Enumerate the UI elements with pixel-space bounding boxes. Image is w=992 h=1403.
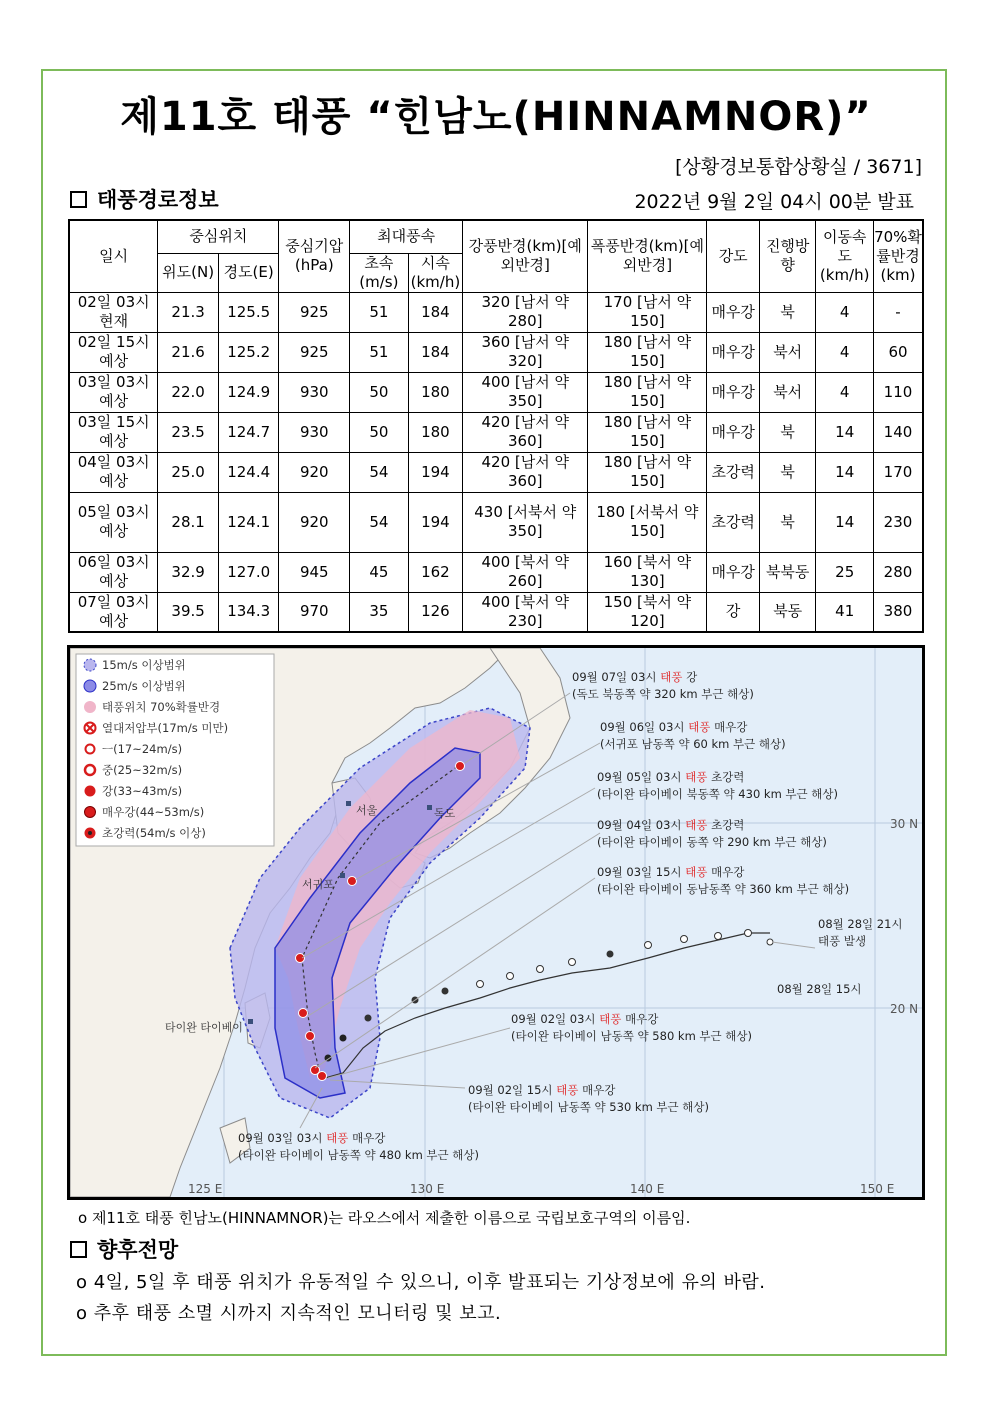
cell-lat: 32.9 xyxy=(158,552,219,592)
cell-time: 02일 15시 예상 xyxy=(69,332,158,372)
table-row xyxy=(69,492,923,552)
cell-ms: 45 xyxy=(350,552,409,592)
cell-speed: 4 xyxy=(816,372,874,412)
cell-lon: 124.1 xyxy=(218,492,279,552)
cell-pres: 925 xyxy=(279,332,350,372)
cell-dir: 북동 xyxy=(759,592,816,632)
annotation-2-sub: (타이완 타이베이 북동쪽 약 430 km 부근 해상) xyxy=(597,787,839,801)
label-seoul: 서울 xyxy=(356,804,378,817)
annotation-7-sub: (타이완 타이베이 남동쪽 약 480 km 부근 해상) xyxy=(238,1148,480,1162)
cell-storm: 180 [남서 약 150] xyxy=(588,372,707,412)
cell-intensity: 매우강 xyxy=(707,292,759,332)
page-title: 제11호 태풍 “힌남노(HINNAMNOR)” xyxy=(120,94,872,140)
cell-prob: 230 xyxy=(873,492,923,552)
cell-storm: 180 [남서 약 150] xyxy=(588,332,707,372)
header-kmh: 시속(km/h) xyxy=(408,253,463,292)
header-lat: 위도(N) xyxy=(158,253,219,292)
cell-kmh: 184 xyxy=(408,332,463,372)
cell-kmh: 126 xyxy=(408,592,463,632)
cell-dir: 북서 xyxy=(759,332,816,372)
cell-storm: 180 [남서 약 150] xyxy=(588,452,707,492)
cell-intensity: 초강력 xyxy=(707,452,759,492)
cell-lat: 39.5 xyxy=(158,592,219,632)
cell-lon: 124.7 xyxy=(218,412,279,452)
checkbox-icon xyxy=(70,1241,87,1258)
issued-time: 2022년 9월 2일 04시 00분 발표 xyxy=(634,191,914,213)
table-row xyxy=(69,552,923,592)
cell-time: 02일 03시 현재 xyxy=(69,292,158,332)
annotation-5-sub: (타이완 타이베이 남동쪽 약 580 km 부근 해상) xyxy=(511,1029,753,1043)
cell-strong: 360 [남서 약 320] xyxy=(463,332,588,372)
outlook-bullet-2: o 추후 태풍 소멸 시까지 지속적인 모니터링 및 보고. xyxy=(76,1303,502,1324)
cell-lat: 22.0 xyxy=(158,372,219,412)
genesis-label: 태풍 발생 xyxy=(818,934,867,948)
cell-speed: 14 xyxy=(816,492,874,552)
cell-storm: 180 [남서 약 150] xyxy=(588,412,707,452)
cell-intensity: 매우강 xyxy=(707,372,759,412)
cell-storm: 160 [북서 약 130] xyxy=(588,552,707,592)
legend-item-7: 매우강(44~53m/s) xyxy=(102,805,205,819)
cell-storm: 180 [서북서 약 150] xyxy=(588,492,707,552)
lon-label-130: 130 E xyxy=(410,1182,445,1196)
label-dokdo: 독도 xyxy=(434,807,456,820)
lon-label-140: 140 E xyxy=(630,1182,665,1196)
cell-ms: 51 xyxy=(350,332,409,372)
header-strong-radius: 강풍반경(km)[예외반경] xyxy=(463,220,588,292)
cell-dir: 북 xyxy=(759,492,816,552)
lon-label-125: 125 E xyxy=(188,1182,223,1196)
cell-ms: 50 xyxy=(350,372,409,412)
track-table xyxy=(68,219,924,633)
header-intensity: 강도 xyxy=(707,220,759,292)
cell-ms: 51 xyxy=(350,292,409,332)
header-storm-radius: 폭풍반경(km)[예외반경] xyxy=(588,220,707,292)
cell-intensity: 매우강 xyxy=(707,552,759,592)
cell-prob: - xyxy=(873,292,923,332)
cell-lon: 134.3 xyxy=(218,592,279,632)
legend-item-0: 15m/s 이상범위 xyxy=(102,658,186,672)
cell-pres: 945 xyxy=(279,552,350,592)
annotation-6-sub: (타이완 타이베이 남동쪽 약 530 km 부근 해상) xyxy=(468,1100,710,1114)
cell-strong: 430 [서북서 약 350] xyxy=(463,492,588,552)
header-lon: 경도(E) xyxy=(218,253,279,292)
section-outlook xyxy=(70,1234,178,1264)
cell-speed: 4 xyxy=(816,292,874,332)
cell-time: 04일 03시 예상 xyxy=(69,452,158,492)
cell-intensity: 매우강 xyxy=(707,412,759,452)
label-taipei: 타이완 타이베이 xyxy=(165,1021,243,1034)
legend-wind25-icon xyxy=(84,680,96,692)
cell-pres: 920 xyxy=(279,492,350,552)
lat-label-30: 30 N xyxy=(890,817,919,831)
cell-lat: 21.3 xyxy=(158,292,219,332)
annotation-7: 09월 03일 03시 태풍 매우강 xyxy=(238,1131,386,1145)
annotation-4: 09월 03일 15시 태풍 매우강 xyxy=(597,865,745,879)
cell-storm: 150 [북서 약 120] xyxy=(588,592,707,632)
cell-kmh: 180 xyxy=(408,372,463,412)
cell-intensity: 매우강 xyxy=(707,332,759,372)
cell-lon: 125.5 xyxy=(218,292,279,332)
cell-speed: 14 xyxy=(816,412,874,452)
cell-speed: 4 xyxy=(816,332,874,372)
cell-intensity: 강 xyxy=(707,592,759,632)
legend-item-6: 강(33~43m/s) xyxy=(102,784,183,798)
cell-strong: 400 [북서 약 230] xyxy=(463,592,588,632)
cell-strong: 320 [남서 약 280] xyxy=(463,292,588,332)
table-row xyxy=(69,452,923,492)
genesis-time: 08월 28일 21시 xyxy=(818,917,903,931)
annotation-1: 09월 06일 03시 태풍 매우강 xyxy=(600,720,748,734)
cell-time: 07일 03시 예상 xyxy=(69,592,158,632)
cell-prob: 170 xyxy=(873,452,923,492)
cell-prob: 140 xyxy=(873,412,923,452)
annotation-6: 09월 02일 15시 태풍 매우강 xyxy=(468,1083,616,1097)
cell-prob: 380 xyxy=(873,592,923,632)
header-direction: 진행방향 xyxy=(759,220,816,292)
legend-item-2: 태풍위치 70%확률반경 xyxy=(102,700,221,714)
header-wind: 최대풍속 xyxy=(350,220,463,253)
legend-very-strong-icon xyxy=(85,807,96,818)
cell-strong: 400 [남서 약 350] xyxy=(463,372,588,412)
cell-kmh: 180 xyxy=(408,412,463,452)
cell-pres: 970 xyxy=(279,592,350,632)
cell-lon: 125.2 xyxy=(218,332,279,372)
label-seogwipo: 서귀포 xyxy=(302,878,334,891)
cell-strong: 420 [남서 약 360] xyxy=(463,452,588,492)
map-legend xyxy=(76,654,274,846)
cell-intensity: 초강력 xyxy=(707,492,759,552)
cell-kmh: 184 xyxy=(408,292,463,332)
cell-strong: 420 [남서 약 360] xyxy=(463,412,588,452)
section-title: 태풍경로정보 xyxy=(97,188,219,212)
cell-pres: 925 xyxy=(279,292,350,332)
cell-lon: 127.0 xyxy=(218,552,279,592)
cell-lon: 124.4 xyxy=(218,452,279,492)
annotation-0-sub: (독도 북동쪽 약 320 km 부근 해상) xyxy=(572,687,754,701)
header-center: 중심위치 xyxy=(158,220,279,253)
cell-lat: 23.5 xyxy=(158,412,219,452)
cell-time: 03일 15시 예상 xyxy=(69,412,158,452)
table-row xyxy=(69,292,923,332)
annotation-3-sub: (타이완 타이베이 동쪽 약 290 km 부근 해상) xyxy=(597,835,827,849)
cell-dir: 북 xyxy=(759,412,816,452)
cell-lon: 124.9 xyxy=(218,372,279,412)
cell-lat: 25.0 xyxy=(158,452,219,492)
table-row xyxy=(69,592,923,632)
origin-time: 08월 28일 15시 xyxy=(777,982,862,996)
annotation-2: 09월 05일 03시 태풍 초강력 xyxy=(597,770,745,784)
legend-item-5: 중(25~32m/s) xyxy=(102,763,183,777)
cell-kmh: 194 xyxy=(408,452,463,492)
cell-pres: 930 xyxy=(279,412,350,452)
table-row xyxy=(69,412,923,452)
cell-pres: 930 xyxy=(279,372,350,412)
cell-prob: 280 xyxy=(873,552,923,592)
legend-prob70-icon xyxy=(84,701,96,713)
cell-speed: 41 xyxy=(816,592,874,632)
outlook-bullet-1: o 4일, 5일 후 태풍 위치가 유동적일 수 있으니, 이후 발표되는 기상정보에 유의 바람. xyxy=(76,1272,766,1293)
legend-item-1: 25m/s 이상범위 xyxy=(102,679,186,693)
cell-ms: 50 xyxy=(350,412,409,452)
legend-wind15-icon xyxy=(84,659,96,671)
name-note: o 제11호 태풍 힌남노(HINNAMNOR)는 라오스에서 제출한 이름으로 국립보호구역의 이름임. xyxy=(78,1209,691,1227)
cell-strong: 400 [북서 약 260] xyxy=(463,552,588,592)
cell-pres: 920 xyxy=(279,452,350,492)
header-pressure: 중심기압(hPa) xyxy=(279,220,350,292)
annotation-3: 09월 04일 03시 태풍 초강력 xyxy=(597,818,745,832)
header-ms: 초속(m/s) xyxy=(350,253,409,292)
cell-ms: 54 xyxy=(350,452,409,492)
annotation-0: 09월 07일 03시 태풍 강 xyxy=(572,670,698,684)
cell-time: 03일 03시 예상 xyxy=(69,372,158,412)
legend-medium-icon xyxy=(85,765,95,775)
cell-lat: 28.1 xyxy=(158,492,219,552)
legend-td-icon xyxy=(85,723,96,734)
section-track-info xyxy=(70,184,219,214)
legend-strong-icon xyxy=(85,786,96,797)
cell-prob: 60 xyxy=(873,332,923,372)
lat-label-20: 20 N xyxy=(890,1002,919,1016)
cell-kmh: 194 xyxy=(408,492,463,552)
header-time: 일시 xyxy=(69,220,158,292)
cell-prob: 110 xyxy=(873,372,923,412)
legend-item-3: 열대저압부(17m/s 미만) xyxy=(102,721,229,735)
lon-label-150: 150 E xyxy=(860,1182,895,1196)
legend-item-4: ㅡ(17~24m/s) xyxy=(102,742,183,756)
cell-kmh: 162 xyxy=(408,552,463,592)
annotation-1-sub: (서귀포 남동쪽 약 60 km 부근 해상) xyxy=(600,737,786,751)
checkbox-icon xyxy=(70,191,87,208)
typhoon-track-map xyxy=(67,645,925,1200)
cell-dir: 북서 xyxy=(759,372,816,412)
cell-dir: 북 xyxy=(759,292,816,332)
legend-super-icon xyxy=(85,828,96,839)
cell-time: 06일 03시 예상 xyxy=(69,552,158,592)
cell-speed: 25 xyxy=(816,552,874,592)
cell-speed: 14 xyxy=(816,452,874,492)
table-row xyxy=(69,372,923,412)
department-label: [상황경보통합상황실 / 3671] xyxy=(675,156,922,178)
table-row xyxy=(69,332,923,372)
cell-dir: 북북동 xyxy=(759,552,816,592)
annotation-5: 09월 02일 03시 태풍 매우강 xyxy=(511,1012,659,1026)
section-title: 향후전망 xyxy=(97,1238,179,1262)
cell-ms: 54 xyxy=(350,492,409,552)
cell-dir: 북 xyxy=(759,452,816,492)
cell-lat: 21.6 xyxy=(158,332,219,372)
annotation-4-sub: (타이완 타이베이 동남동쪽 약 360 km 부근 해상) xyxy=(597,882,850,896)
cell-time: 05일 03시 예상 xyxy=(69,492,158,552)
header-prob-radius: 70%확률반경(km) xyxy=(873,220,923,292)
cell-ms: 35 xyxy=(350,592,409,632)
legend-item-8: 초강력(54m/s 이상) xyxy=(102,826,206,840)
header-speed: 이동속도(km/h) xyxy=(816,220,874,292)
cell-storm: 170 [남서 약 150] xyxy=(588,292,707,332)
